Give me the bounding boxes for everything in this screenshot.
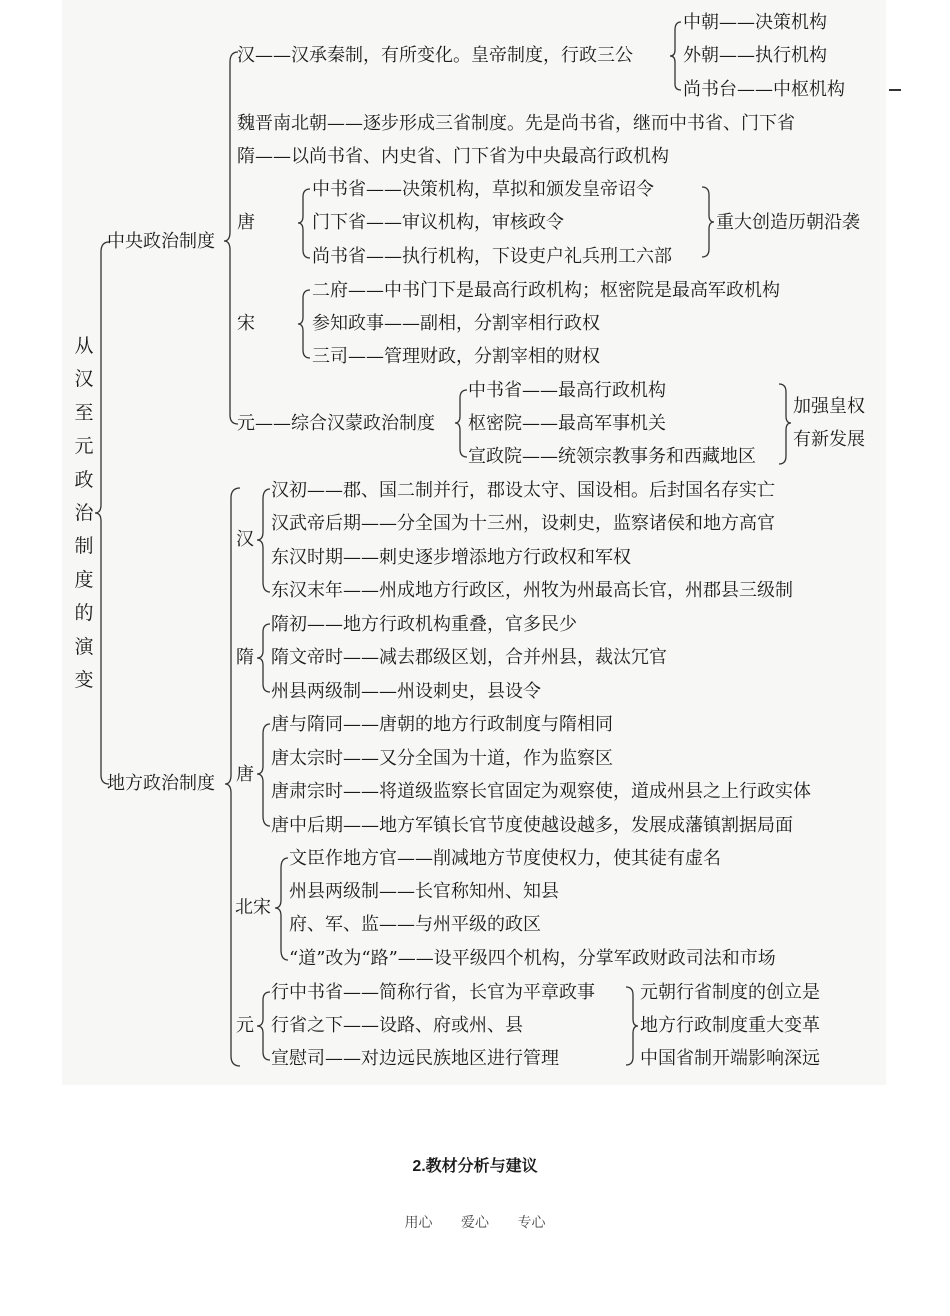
l-han-brace — [257, 489, 270, 592]
l-sui-3: 州县两级制——州设刺史，县设令 — [271, 681, 541, 702]
c-song-1: 二府——中书门下是最高行政机构；枢密院是最高军政机构 — [312, 280, 780, 301]
l-yuan-note-2: 地方行政制度重大变革 — [640, 1015, 820, 1036]
c-tang: 唐 — [237, 212, 255, 233]
c-yuan: 元——综合汉蒙政治制度 — [237, 413, 435, 434]
l-sui-2: 隋文帝时——减去郡级区划，合并州县，裁汰冗官 — [271, 647, 667, 668]
c-tang-note: 重大创造历朝沿袭 — [716, 212, 860, 233]
l-yuan-brace — [257, 992, 270, 1060]
footer-word-1: 用心 — [404, 1215, 433, 1231]
c-han-2: 外朝——执行机构 — [683, 45, 827, 66]
c-yuan-1: 中书省——最高行政机构 — [468, 380, 666, 401]
l-yuan-note-brace — [626, 987, 638, 1065]
c-sui: 隋——以尚书省、内史省、门下省为中央最高行政机构 — [237, 146, 669, 167]
l-song: 北宋 — [235, 897, 271, 918]
l-han: 汉 — [236, 529, 254, 550]
c-han-3: 尚书台——中枢机构 — [683, 79, 845, 100]
c-tang-brace — [298, 189, 310, 258]
l-sui-1: 隋初——地方行政机构重叠，官多民少 — [271, 614, 577, 635]
central-label: 中央政治制度 — [107, 231, 215, 252]
c-yuan-note-2: 有新发展 — [793, 429, 865, 450]
c-wei: 魏晋南北朝——逐步形成三省制度。先是尚书省，继而中书省、门下省 — [237, 113, 795, 134]
l-yuan-2: 行省之下——设路、府或州、县 — [271, 1015, 523, 1036]
c-tang-note-brace — [702, 187, 714, 257]
l-yuan-note-1: 元朝行省制度的创立是 — [640, 982, 820, 1003]
l-tang-2: 唐太宗时——又分全国为十道，作为监察区 — [271, 748, 613, 769]
root-brace — [95, 242, 109, 784]
l-tang-brace — [257, 724, 270, 826]
l-tang-4: 唐中后期——地方军镇长官节度使越设越多，发展成藩镇割据局面 — [271, 815, 793, 836]
l-sui-brace — [257, 624, 270, 692]
c-yuan-brace — [455, 390, 467, 457]
l-song-1: 文臣作地方官——削减地方节度使权力，使其徒有虚名 — [289, 848, 721, 869]
l-han-3: 东汉时期——刺史逐步增添地方行政权和军权 — [271, 547, 631, 568]
c-han: 汉——汉承秦制，有所变化。皇帝制度，行政三公 — [237, 45, 633, 66]
l-song-3: 府、军、监——与州平级的政区 — [289, 914, 541, 935]
page-footer — [0, 1212, 950, 1232]
section-heading: 2.教材分析与建议 — [412, 1158, 538, 1175]
c-han-1: 中朝——决策机构 — [683, 12, 827, 33]
local-label: 地方政治制度 — [107, 773, 215, 794]
l-song-brace — [275, 858, 288, 960]
l-song-4: “道”改为“路”——设平级四个机构，分掌军政财政司法和市场 — [289, 948, 776, 969]
c-tang-1: 中书省——决策机构，草拟和颁发皇帝诏令 — [312, 179, 654, 200]
l-sui: 隋 — [236, 647, 254, 668]
c-song-brace — [298, 290, 310, 358]
l-han-4: 东汉末年——州成地方行政区，州牧为州最高长官，州郡县三级制 — [271, 580, 793, 601]
footer-word-3: 专心 — [517, 1215, 546, 1231]
c-yuan-2: 枢密院——最高军事机关 — [468, 413, 666, 434]
l-tang: 唐 — [236, 764, 254, 785]
central-brace — [224, 52, 238, 424]
c-tang-3: 尚书省——执行机构，下设吏户礼兵刑工六部 — [312, 246, 672, 267]
l-song-2: 州县两级制——长官称知州、知县 — [289, 881, 559, 902]
c-yuan-3: 宣政院——统领宗教事务和西藏地区 — [468, 446, 756, 467]
l-tang-1: 唐与隋同——唐朝的地方行政制度与隋相同 — [271, 714, 613, 735]
l-yuan: 元 — [236, 1015, 254, 1036]
l-han-2: 汉武帝后期——分全国为十三州，设刺史，监察诸侯和地方高官 — [271, 513, 775, 534]
c-han-brace — [670, 22, 681, 90]
margin-dash — [889, 89, 901, 91]
l-yuan-note-3: 中国省制开端影响深远 — [640, 1048, 820, 1069]
c-tang-2: 门下省——审议机构，审核政令 — [312, 212, 564, 233]
c-song-2: 参知政事——副相，分割宰相行政权 — [312, 313, 600, 334]
l-yuan-1: 行中书省——简称行省，长官为平章政事 — [271, 982, 595, 1003]
diagram-title: 从汉至元政治制度的演变 — [74, 335, 94, 692]
l-yuan-3: 宣慰司——对边远民族地区进行管理 — [271, 1048, 559, 1069]
l-han-1: 汉初——郡、国二制并行，郡设太守、国设相。后封国名存实亡 — [271, 480, 775, 501]
c-yuan-note-brace — [779, 384, 791, 464]
c-song: 宋 — [237, 313, 255, 334]
l-tang-3: 唐肃宗时——将道级监察长官固定为观察使，道成州县之上行政实体 — [271, 781, 811, 802]
c-yuan-note-1: 加强皇权 — [793, 396, 865, 417]
c-song-3: 三司——管理财政，分割宰相的财权 — [312, 346, 600, 367]
footer-word-2: 爱心 — [461, 1215, 489, 1231]
